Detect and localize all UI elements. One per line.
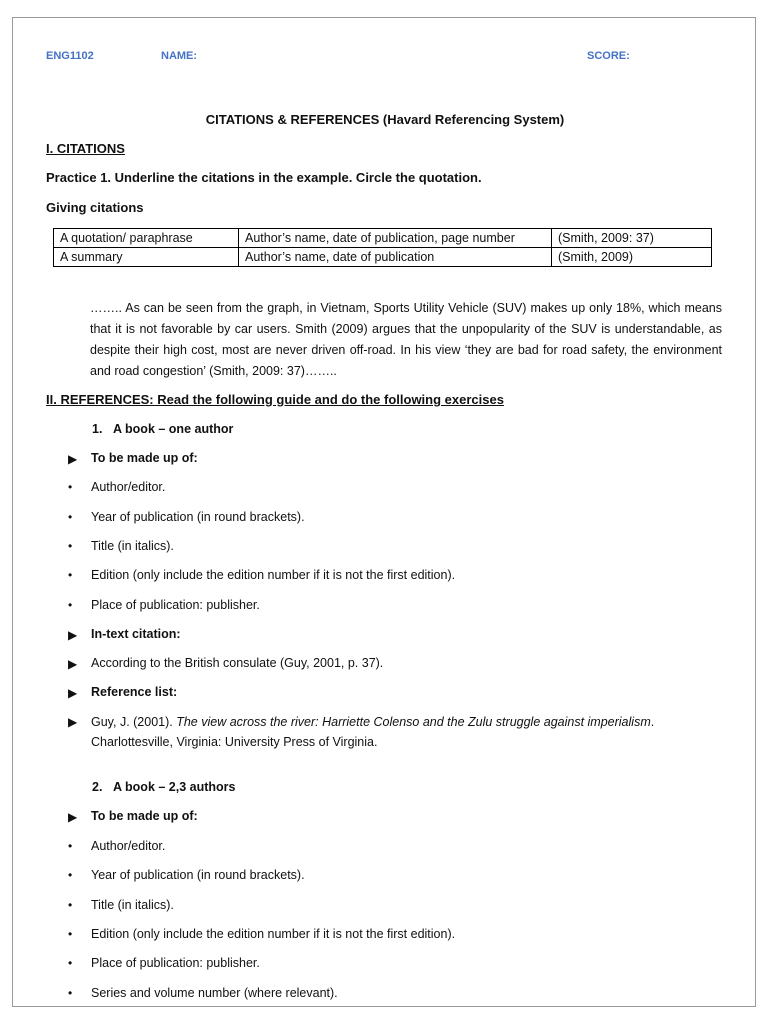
example-paragraph: …….. As can be seen from the graph, in Vietnam, Sports Utility Vehicle (SUV) makes up only 18%, which means that it is not favorable by car users. Smith (2009) argues that the unpopularity of the SUV is understandable, as despite their high cost, most are never driven off-road. In his view ‘they are bad for road safety, the environment and road congestion’ (Smith, 2009: 37)……..	[90, 301, 722, 378]
arrow-bullet-icon: ▶	[68, 715, 78, 729]
list-item-text: Author/editor.	[91, 839, 166, 853]
list-item-text: Year of publication (in round brackets).	[91, 510, 305, 524]
bullet-icon: •	[68, 598, 73, 612]
reference-title: The view across the river: Harriette Colenso and the Zulu struggle against imperialism	[176, 715, 651, 729]
table-cell: A quotation/ paraphrase	[54, 229, 239, 248]
list-item	[13, 539, 756, 559]
list-item	[13, 510, 756, 530]
list-item-text: Place of publication: publisher.	[91, 956, 260, 970]
table-cell: (Smith, 2009: 37)	[552, 229, 712, 248]
list-item-text: Author/editor.	[91, 480, 166, 494]
book1-number: 1.	[92, 422, 103, 436]
practice-instruction: Practice 1. Underline the citations in the example. Circle the quotation.	[46, 170, 482, 185]
list-item	[13, 685, 756, 705]
in-text-example: According to the British consulate (Guy, 2001, p. 37).	[91, 656, 384, 670]
list-item-text: Series and volume number (where relevant).	[91, 986, 338, 1000]
list-item	[13, 656, 756, 676]
section-references-heading: II. REFERENCES: Read the following guide and do the following exercises	[46, 392, 504, 407]
table-row	[54, 229, 712, 248]
bullet-icon: •	[68, 568, 73, 582]
giving-citations-heading: Giving citations	[46, 200, 144, 215]
bullet-icon: •	[68, 927, 73, 941]
bullet-icon: •	[68, 510, 73, 524]
arrow-bullet-icon: ▶	[68, 686, 78, 700]
list-item-text: Edition (only include the edition number if it is not the first edition).	[91, 927, 456, 941]
bullet-icon: •	[68, 868, 73, 882]
page-title: CITATIONS & REFERENCES (Havard Referencing System)	[205, 112, 565, 127]
list-item	[13, 839, 756, 859]
book1-heading	[13, 422, 756, 442]
list-item	[13, 809, 756, 829]
list-item	[13, 480, 756, 500]
list-item	[13, 986, 756, 1006]
reference-publisher: . Charlottesville, Virginia: University Press of Virginia.	[91, 715, 655, 749]
course-code: ENG1102	[46, 50, 94, 62]
list-item	[13, 598, 756, 618]
book1-title: A book – one author	[113, 422, 234, 436]
list-item-text: Title (in italics).	[91, 539, 174, 553]
reference-author: Guy, J. (2001).	[91, 715, 177, 729]
table-cell: (Smith, 2009)	[552, 248, 712, 267]
list-item	[13, 451, 756, 471]
reference-entry	[91, 712, 661, 752]
list-item	[13, 568, 756, 588]
made-up-of-label: To be made up of:	[91, 809, 198, 823]
in-text-citation-label: In-text citation:	[91, 627, 181, 641]
list-item-text: Title (in italics).	[91, 898, 174, 912]
arrow-bullet-icon: ▶	[68, 810, 78, 824]
bullet-icon: •	[68, 480, 73, 494]
made-up-of-label: To be made up of:	[91, 451, 198, 465]
arrow-bullet-icon: ▶	[68, 657, 78, 671]
book2-heading	[13, 780, 756, 800]
list-item	[13, 898, 756, 918]
citation-table	[53, 228, 712, 267]
bullet-icon: •	[68, 839, 73, 853]
list-item-text: Year of publication (in round brackets).	[91, 868, 305, 882]
bullet-icon: •	[68, 986, 73, 1000]
book2-number: 2.	[92, 780, 103, 794]
book2-title: A book – 2,3 authors	[113, 780, 236, 794]
table-cell: Author’s name, date of publication	[239, 248, 552, 267]
score-label: SCORE:	[587, 50, 630, 62]
table-cell: A summary	[54, 248, 239, 267]
section-citations-heading: I. CITATIONS	[46, 141, 125, 156]
bullet-icon: •	[68, 898, 73, 912]
list-item	[13, 956, 756, 976]
table-row	[54, 248, 712, 267]
bullet-icon: •	[68, 956, 73, 970]
list-item-text: Place of publication: publisher.	[91, 598, 260, 612]
list-item	[13, 627, 756, 647]
bullet-icon: •	[68, 539, 73, 553]
list-item-text: Edition (only include the edition number if it is not the first edition).	[91, 568, 456, 582]
worksheet-page	[12, 17, 756, 1007]
arrow-bullet-icon: ▶	[68, 628, 78, 642]
arrow-bullet-icon: ▶	[68, 452, 78, 466]
reference-list-label: Reference list:	[91, 685, 178, 699]
name-label: NAME:	[161, 50, 198, 62]
list-item	[13, 927, 756, 947]
list-item	[13, 868, 756, 888]
table-cell: Author’s name, date of publication, page number	[239, 229, 552, 248]
